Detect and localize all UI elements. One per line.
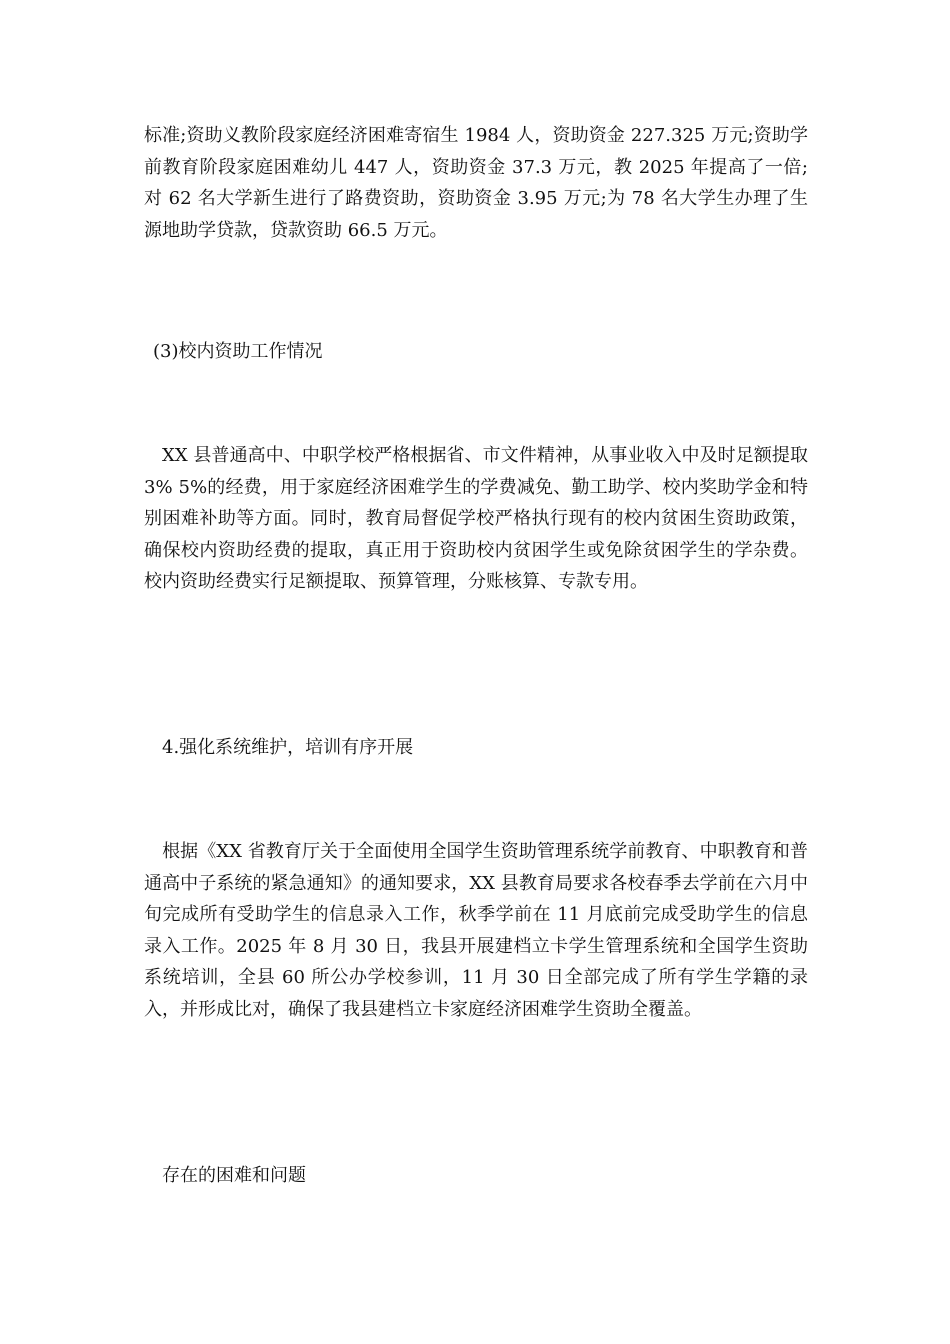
heading-system-maintenance-text: 4.强化系统维护，培训有序开展	[162, 737, 414, 758]
paragraph-campus-aid-text: XX 县普通高中、中职学校严格根据省、市文件精神，从事业收入中及时足额提取 3% 5%的经费，用于家庭经济困难学生的学费减免、勤工助学、校内奖助学金和特别困难补助等方面。同时，教育局督促学校严格执行现有的校内贫困生资助政策，确保校内资助经费的提取，真正用于资助校内贫困学生或免除贫困学生的学杂费。校内资助经费实行足额提取、预算管理，分账核算、专款专用。	[144, 445, 808, 592]
paragraph-system-maintenance-text: 根据《XX 省教育厅关于全面使用全国学生资助管理系统学前教育、中职教育和普通高中子系统的紧急通知》的通知要求，XX 县教育局要求各校春季去学前在六月中旬完成所有受助学生的信息录入工作，秋季学前在 11 月底前完成受助学生的信息录入工作。2025 年 8 月 30 日，我县开展建档立卡学生管理系统和全国学生资助系统培训，全县 60 所公办学校参训，11 月 30 日全部完成了所有学生学籍的录入，并形成比对，确保了我县建档立卡家庭经济困难学生资助全覆盖。	[144, 841, 808, 1020]
heading-difficulties	[144, 1160, 808, 1192]
paragraph-campus-aid	[144, 440, 808, 598]
paragraph-system-maintenance	[144, 836, 808, 1025]
heading-system-maintenance	[144, 732, 808, 764]
paragraph-funding-summary: 标准;资助义教阶段家庭经济困难寄宿生 1984 人，资助资金 227.325 万元;资助学前教育阶段家庭困难幼儿 447 人，资助资金 37.3 万元，教 2025 年提高了一倍;对 62 名大学新生进行了路费资助，资助资金 3.95 万元;为 78 名大学生办理了生源地助学贷款，贷款资助 66.5 万元。	[144, 125, 808, 241]
heading-difficulties-text: 存在的困难和问题	[162, 1165, 306, 1186]
heading-campus-aid	[144, 336, 808, 368]
heading-campus-aid-text: (3)校内资助工作情况	[153, 341, 323, 362]
